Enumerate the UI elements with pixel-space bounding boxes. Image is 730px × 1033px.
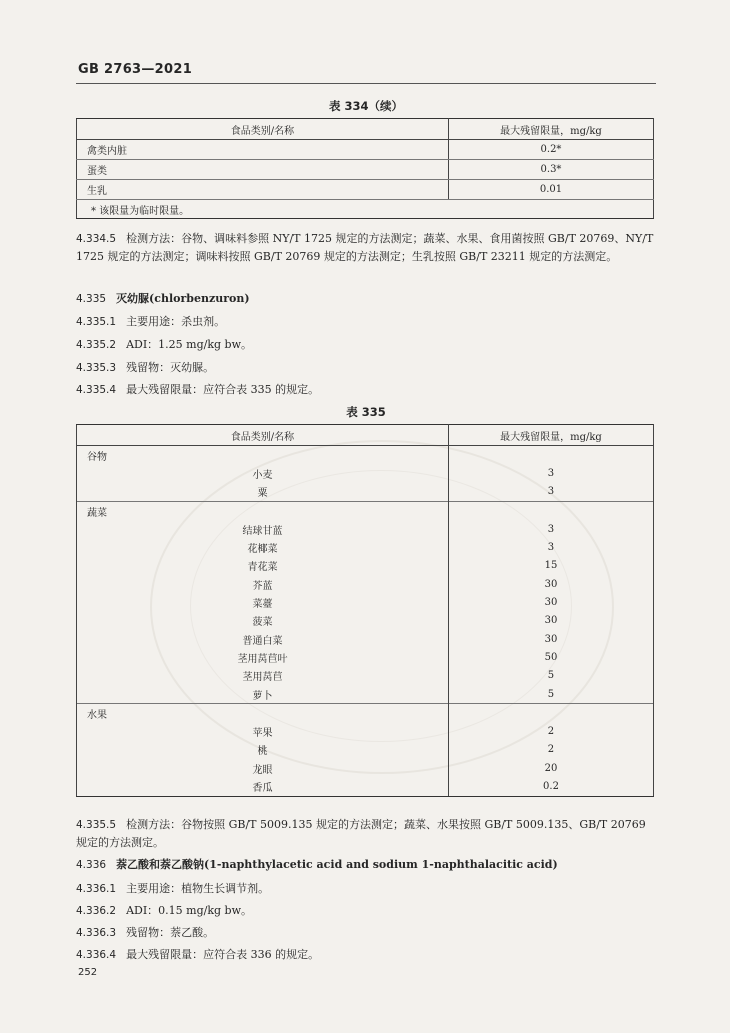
table-334-header-value: 最大残留限量，mg/kg xyxy=(448,119,653,140)
food-name: 香瓜 xyxy=(77,777,449,796)
mrl-value: 5 xyxy=(448,667,653,685)
table-row xyxy=(77,741,654,759)
mrl-value: 3 xyxy=(448,520,653,538)
clause-number: 4.336.3 xyxy=(76,927,117,939)
mrl-value: 3 xyxy=(448,464,653,482)
clause-4-335-2 xyxy=(76,336,656,354)
food-name: 蛋类 xyxy=(77,160,449,180)
table-row xyxy=(77,667,654,685)
table-row xyxy=(77,777,654,796)
table-row xyxy=(77,612,654,630)
food-name: 菜薹 xyxy=(77,593,449,611)
mrl-value: 2 xyxy=(448,741,653,759)
clause-text: 残留物：灭幼脲。 xyxy=(126,361,215,374)
mrl-value: 0.2* xyxy=(448,140,653,160)
mrl-value: 5 xyxy=(448,685,653,704)
table-row xyxy=(77,593,654,611)
clause-4-336-4 xyxy=(76,946,656,964)
food-name: 菠菜 xyxy=(77,612,449,630)
section-4-335 xyxy=(76,290,656,308)
section-title: 灭幼脲(chlorbenzuron) xyxy=(116,292,250,305)
clause-text: 最大残留限量：应符合表 336 的规定。 xyxy=(126,948,320,961)
mrl-value: 15 xyxy=(448,557,653,575)
table-334-header-name: 食品类别/名称 xyxy=(77,119,449,140)
clause-4-335-5 xyxy=(76,816,656,852)
clause-number: 4.335.4 xyxy=(76,384,117,396)
food-name: 小麦 xyxy=(77,464,449,482)
table-row xyxy=(77,759,654,777)
mrl-value: 0.3* xyxy=(448,160,653,180)
table-334 xyxy=(76,118,654,219)
food-name: 生乳 xyxy=(77,180,449,200)
food-name: 茎用莴苣 xyxy=(77,667,449,685)
food-name: 茎用莴苣叶 xyxy=(77,648,449,666)
food-name: 结球甘蓝 xyxy=(77,520,449,538)
section-4-336 xyxy=(76,856,656,874)
clause-text: ADI：1.25 mg/kg bw。 xyxy=(126,338,253,351)
mrl-value: 50 xyxy=(448,648,653,666)
clause-number: 4.335.2 xyxy=(76,339,117,351)
table-row xyxy=(77,557,654,575)
table-row xyxy=(77,575,654,593)
section-title: 萘乙酸和萘乙酸钠(1-naphthylacetic acid and sodium 1-naphthalacitic acid) xyxy=(116,858,558,871)
section-number: 4.335 xyxy=(76,293,107,305)
clause-4-336-1 xyxy=(76,880,656,898)
table-row xyxy=(77,685,654,704)
table-row xyxy=(77,464,654,482)
table-335-caption: 表 335 xyxy=(346,405,386,419)
food-name: 龙眼 xyxy=(77,759,449,777)
food-name: 青花菜 xyxy=(77,557,449,575)
table-note-row xyxy=(77,200,654,219)
standard-code-header: GB 2763—2021 xyxy=(78,62,193,77)
table-row xyxy=(77,180,654,200)
clause-number: 4.336.1 xyxy=(76,883,117,895)
clause-number: 4.336.4 xyxy=(76,949,117,961)
table-335-header-name: 食品类别/名称 xyxy=(77,425,449,446)
table-335-header-value: 最大残留限量，mg/kg xyxy=(448,425,653,446)
table-row xyxy=(77,160,654,180)
category-row xyxy=(77,704,654,723)
mrl-value: 0.2 xyxy=(448,777,653,796)
clause-text: ADI：0.15 mg/kg bw。 xyxy=(126,904,253,917)
clause-4-336-3 xyxy=(76,924,656,942)
food-name: 粟 xyxy=(77,483,449,502)
table-row xyxy=(77,538,654,556)
table-row xyxy=(77,140,654,160)
food-name: 萝卜 xyxy=(77,685,449,704)
food-name: 禽类内脏 xyxy=(77,140,449,160)
section-number: 4.336 xyxy=(76,859,107,871)
food-name: 普通白菜 xyxy=(77,630,449,648)
clause-text: 检测方法：谷物按照 GB/T 5009.135 规定的方法测定；蔬菜、水果按照 GB/T 5009.135、GB/T 20769 规定的方法测定。 xyxy=(76,818,646,849)
mrl-value: 3 xyxy=(448,538,653,556)
clause-text: 残留物：萘乙酸。 xyxy=(126,926,215,939)
clause-text: 主要用途：杀虫剂。 xyxy=(126,315,226,328)
table-row xyxy=(77,483,654,502)
header-rule xyxy=(76,83,656,84)
table-334-caption: 表 334（续） xyxy=(328,99,403,113)
mrl-value: 30 xyxy=(448,630,653,648)
mrl-value: 30 xyxy=(448,612,653,630)
clause-4-334-5 xyxy=(76,230,656,266)
clause-4-336-2 xyxy=(76,902,656,920)
food-name: 桃 xyxy=(77,741,449,759)
clause-text: 最大残留限量：应符合表 335 的规定。 xyxy=(126,383,320,396)
category-row xyxy=(77,446,654,465)
table-335 xyxy=(76,424,654,797)
table-row xyxy=(77,630,654,648)
clause-number: 4.335.3 xyxy=(76,362,117,374)
food-name: 花椰菜 xyxy=(77,538,449,556)
mrl-value: 0.01 xyxy=(448,180,653,200)
category-name: 谷物 xyxy=(77,446,449,465)
food-name: 苹果 xyxy=(77,722,449,740)
category-row xyxy=(77,501,654,520)
mrl-value: 30 xyxy=(448,575,653,593)
category-name: 水果 xyxy=(77,704,449,723)
clause-number: 4.335.1 xyxy=(76,316,117,328)
clause-number: 4.335.5 xyxy=(76,819,117,831)
clause-4-335-3 xyxy=(76,359,656,377)
table-row xyxy=(77,520,654,538)
clause-text: 检测方法：谷物、调味料参照 NY/T 1725 规定的方法测定；蔬菜、水果、食用菌按照 GB/T 20769、NY/T 1725 规定的方法测定；调味料按照 GB/T 20769 规定的方法测定；生乳按照 GB/T 23211 规定的方法测定。 xyxy=(76,232,654,263)
mrl-value: 20 xyxy=(448,759,653,777)
mrl-value: 30 xyxy=(448,593,653,611)
clause-4-335-4 xyxy=(76,381,656,399)
clause-number: 4.336.2 xyxy=(76,905,117,917)
clause-4-335-1 xyxy=(76,313,656,331)
table-334-note: * 该限量为临时限量。 xyxy=(77,200,654,219)
food-name: 芥蓝 xyxy=(77,575,449,593)
mrl-value: 3 xyxy=(448,483,653,502)
table-row xyxy=(77,648,654,666)
clause-number: 4.334.5 xyxy=(76,233,117,245)
table-row xyxy=(77,722,654,740)
page-number: 252 xyxy=(78,967,98,978)
category-name: 蔬菜 xyxy=(77,501,449,520)
clause-text: 主要用途：植物生长调节剂。 xyxy=(126,882,270,895)
mrl-value: 2 xyxy=(448,722,653,740)
